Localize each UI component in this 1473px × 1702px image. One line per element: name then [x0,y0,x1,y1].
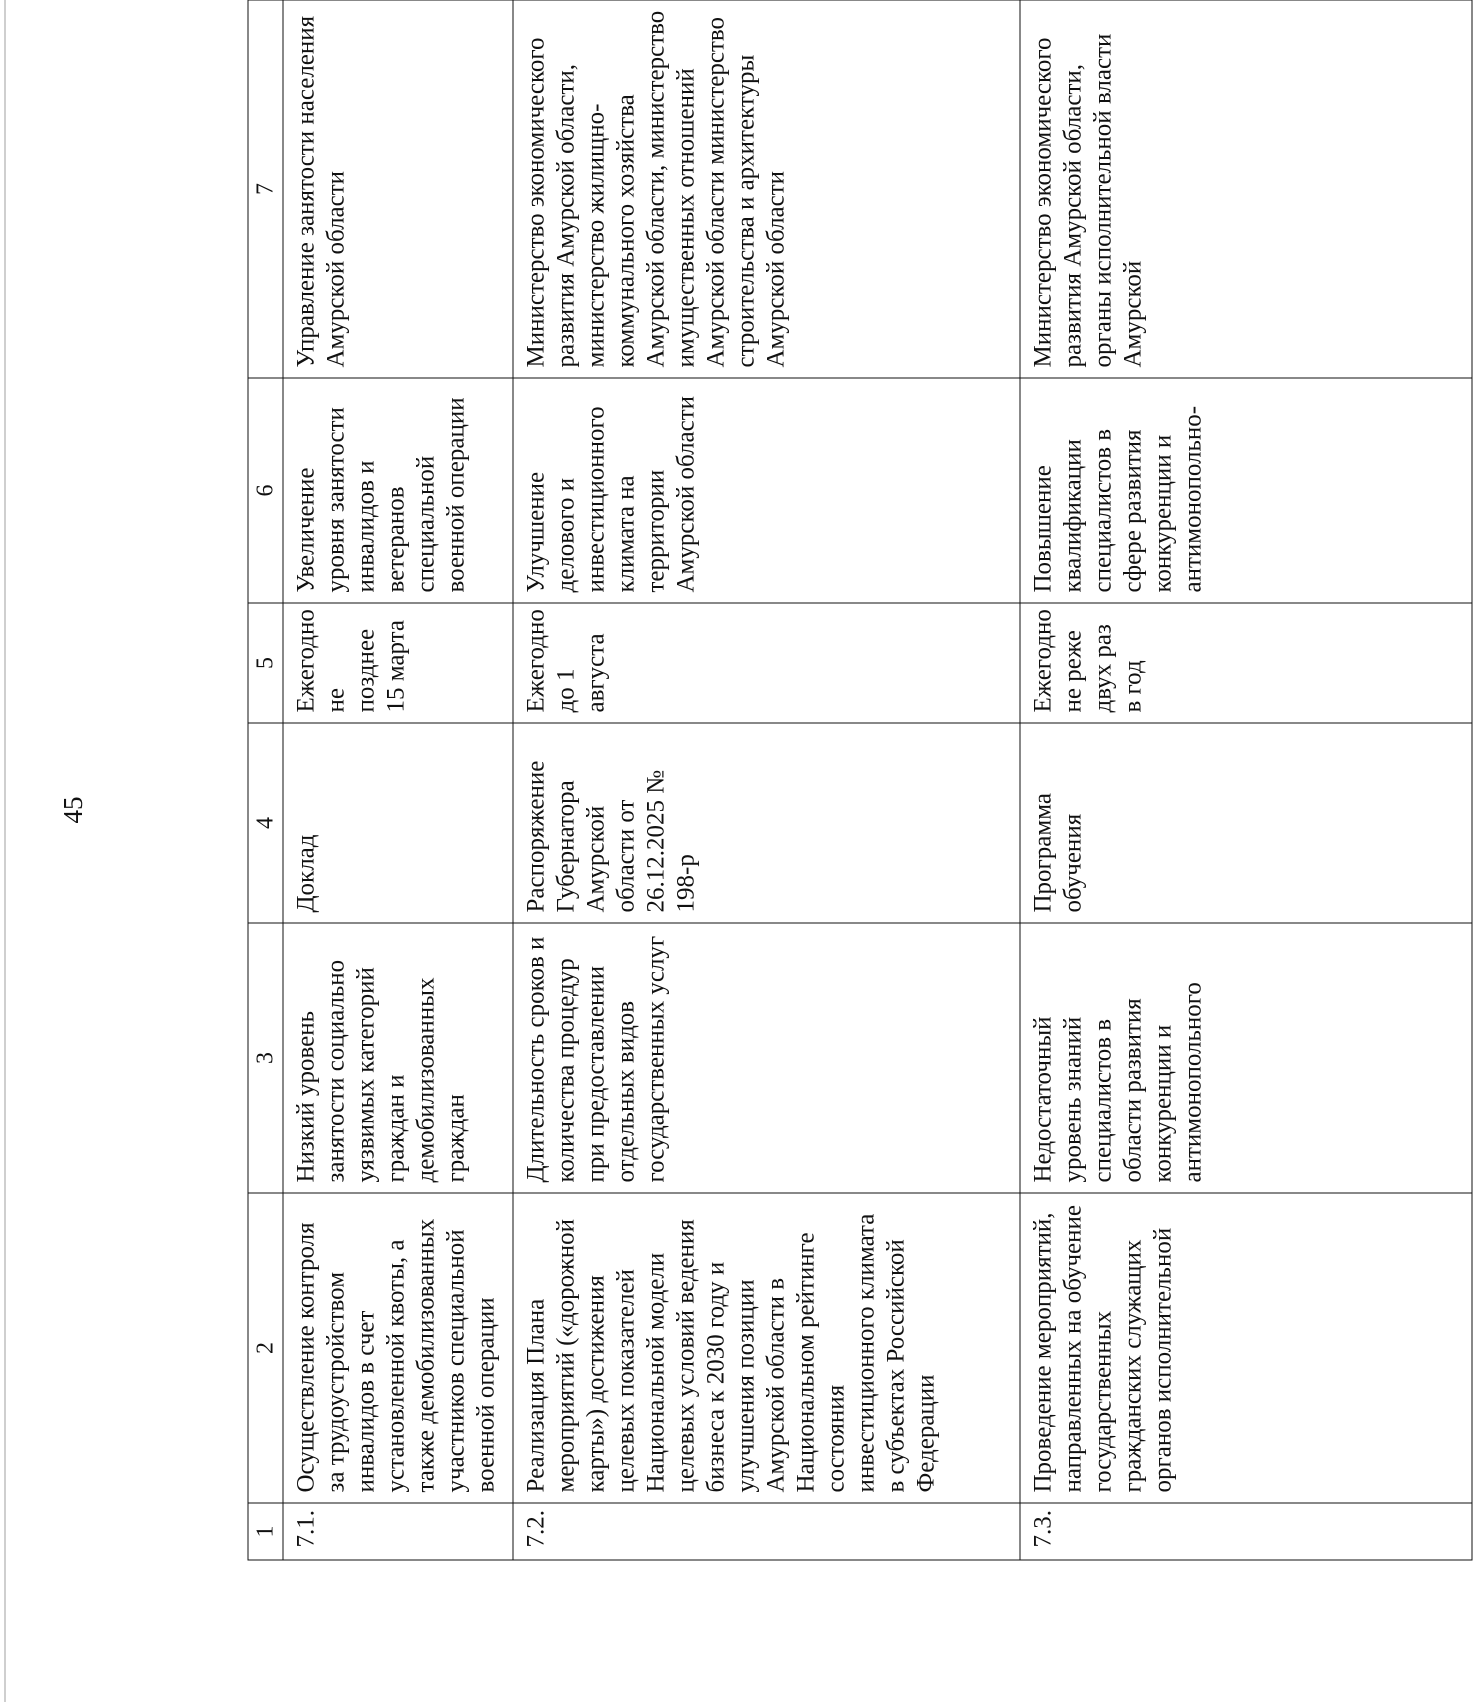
deadline-cell: Ежегодно до 1 августа [513,603,1021,723]
document-cell: Распоряжение Губернатора Амурской области от 26.12.2025 № 198-р [513,723,1021,923]
result-cell: Увеличение уровня занятости инвалидов и ветеранов специальной военной операции [283,378,513,603]
result-cell: Улучшение делового и инвестиционного климата на территории Амурской области [513,378,1021,603]
measure-cell: Реализация Плана мероприятий («дорожной карты») достижения целевых показателей Национальной модели целевых условий ведения бизнеса к 2030 году и улучшения позиции Амурской области в Национальном рейтинге состояния инвестиционного климата в субъектах Российской Федерации [513,1193,1021,1503]
table-row [1020,0,1472,1560]
deadline-cell: Ежегодно не позднее 15 марта [283,603,513,723]
header-col-3: 3 [248,923,283,1193]
row-number: 7.3. [1020,1503,1472,1560]
row-number: 7.2. [513,1503,1021,1560]
header-col-5: 5 [248,603,283,723]
table-header-row [248,0,283,1560]
problem-cell: Недостаточный уровень знаний специалистов в области развития конкуренции и антимонопольного [1020,923,1472,1193]
measures-table-container [248,1,1473,1561]
deadline-cell: Ежегодно не реже двух раз в год [1020,603,1472,723]
responsible-cell: Управление занятости населения Амурской области [283,0,513,378]
page-number: 45 [58,796,88,824]
header-col-7: 7 [248,0,283,378]
problem-cell: Низкий уровень занятости социально уязвимых категорий граждан и демобилизованных граждан [283,923,513,1193]
document-cell: Программа обучения [1020,723,1472,923]
row-number: 7.1. [283,1503,513,1560]
measure-cell: Осуществление контроля за трудоустройством инвалидов в счет установленной квоты, а также демобилизованных участников специальной военной операции [283,1193,513,1503]
result-cell: Повышение квалификации специалистов в сфере развития конкуренции и антимонопольно- [1020,378,1472,603]
scan-edge-line [4,0,6,1702]
measures-table [248,0,1473,1561]
header-col-1: 1 [248,1503,283,1560]
measure-cell: Проведение мероприятий, направленных на обучение государственных гражданских служащих органов исполнительной [1020,1193,1472,1503]
responsible-cell: Министерство экономического развития Амурской области, органы исполнительной власти Амурской [1020,0,1472,378]
header-col-6: 6 [248,378,283,603]
problem-cell: Длительность сроков и количества процедур при предоставлении отдельных видов государственных услуг [513,923,1021,1193]
document-cell: Доклад [283,723,513,923]
table-row [513,0,1021,1560]
header-col-4: 4 [248,723,283,923]
responsible-cell: Министерство экономического развития Амурской области, министерство жилищно-коммунального хозяйства Амурской области, министерство имущественных отношений Амурской области министерство строительства и архитектуры Амурской области [513,0,1021,378]
table-row [283,0,513,1560]
header-col-2: 2 [248,1193,283,1503]
